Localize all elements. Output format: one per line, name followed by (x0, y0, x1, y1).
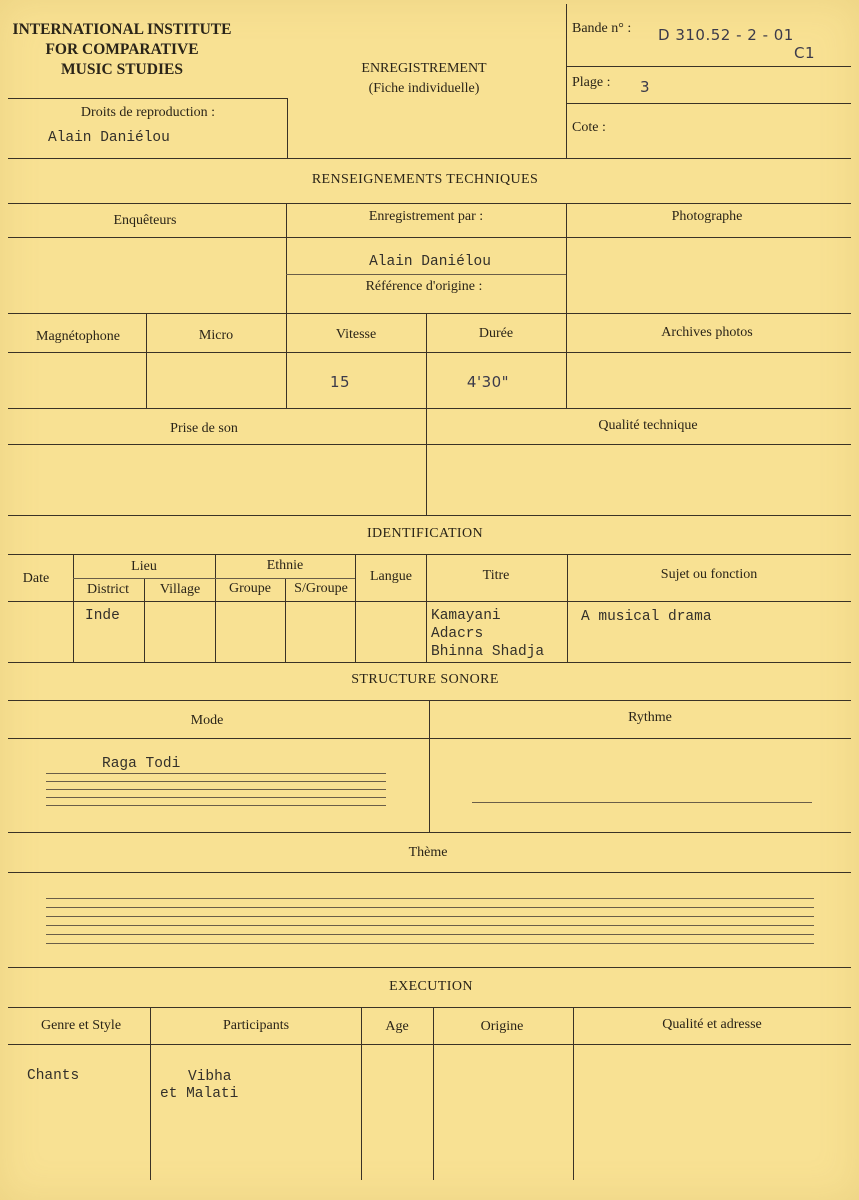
execution-section-title: EXECUTION (389, 979, 473, 994)
place-label: Lieu (131, 559, 157, 574)
rights-top-rule (8, 98, 287, 99)
rights-value: Alain Daniélou (48, 130, 170, 146)
title-value-line1: Kamayani (431, 608, 501, 624)
equip-col-rule-1 (146, 313, 147, 408)
technical-header-rule (8, 237, 851, 238)
participants-value-line2: et Malati (160, 1086, 239, 1102)
rhythm-line (472, 802, 812, 803)
id-col-rule-3 (215, 554, 216, 662)
mode-line-2 (46, 781, 386, 782)
theme-bottom-rule (8, 967, 851, 968)
language-label: Langue (370, 569, 412, 584)
mode-line-3 (46, 789, 386, 790)
rights-label: Droits de reproduction : (80, 105, 216, 120)
duration-label: Durée (478, 326, 514, 341)
origin-label: Origine (480, 1019, 524, 1034)
age-label: Age (385, 1019, 409, 1034)
tape-label: Bande n° : (572, 21, 632, 36)
structure-col-rule (429, 700, 430, 832)
micro-label: Micro (198, 328, 234, 343)
cote-label: Cote : (572, 120, 606, 135)
id-col-rule-7 (567, 554, 568, 662)
theme-label: Thème (408, 845, 448, 860)
equipment-header-rule (8, 352, 851, 353)
track-value: 3 (640, 78, 651, 96)
id-col-rule-1 (73, 554, 74, 662)
investigators-label: Enquêteurs (113, 213, 177, 228)
tape-value: D 310.52 - 2 - 01 (658, 26, 794, 44)
institute-name-line2: FOR COMPARATIVE (45, 41, 199, 58)
technical-bottom-rule (8, 515, 851, 516)
execution-top-rule (8, 1007, 851, 1008)
exec-col-rule-2 (361, 1007, 362, 1180)
tape-value-suffix: C1 (794, 44, 816, 62)
sound-capture-label: Prise de son (170, 421, 238, 436)
date-label: Date (22, 571, 50, 586)
identification-header-rule (8, 601, 851, 602)
ethnic-label: Ethnie (266, 558, 304, 573)
genre-value: Chants (27, 1068, 80, 1084)
tape-rule (566, 66, 851, 67)
origin-ref-label: Référence d'origine : (365, 279, 483, 294)
exec-col-rule-1 (150, 1007, 151, 1180)
tape-box-left-rule (566, 4, 567, 158)
technical-top-rule (8, 203, 851, 204)
sound-header-rule (8, 444, 851, 445)
title-label: Titre (482, 568, 510, 583)
photo-archive-label: Archives photos (661, 325, 753, 340)
mode-line-1 (46, 773, 386, 774)
institute-name-line3: MUSIC STUDIES (61, 61, 183, 78)
exec-col-rule-3 (433, 1007, 434, 1180)
genre-label: Genre et Style (40, 1018, 122, 1033)
theme-line-5 (46, 934, 814, 935)
identification-top-rule (8, 554, 851, 555)
mode-line-4 (46, 797, 386, 798)
theme-line-1 (46, 898, 814, 899)
track-rule (566, 103, 851, 104)
theme-line-6 (46, 943, 814, 944)
participants-label: Participants (222, 1018, 290, 1033)
equip-col-rule-2 (286, 313, 287, 408)
participants-value-line1: Vibha (188, 1069, 232, 1085)
photographer-label: Photographe (671, 209, 743, 224)
id-col-rule-5 (355, 554, 356, 662)
title-value-line3: Bhinna Shadja (431, 644, 545, 660)
rhythm-label: Rythme (628, 710, 672, 725)
sound-top-rule (8, 408, 851, 409)
header-bottom-rule (8, 158, 851, 159)
id-col-rule-6 (426, 554, 427, 662)
duration-value: 4'30" (466, 373, 510, 391)
structure-section-title: STRUCTURE SONORE (351, 672, 499, 687)
form-subtitle: (Fiche individuelle) (368, 81, 480, 96)
theme-header-rule (8, 872, 851, 873)
mode-label: Mode (190, 713, 224, 728)
theme-line-3 (46, 916, 814, 917)
equip-col-rule-3 (426, 313, 427, 408)
id-col-rule-4 (285, 578, 286, 662)
exec-col-rule-4 (573, 1007, 574, 1180)
village-label: Village (159, 582, 201, 597)
mode-line-5 (46, 805, 386, 806)
id-col-rule-2 (144, 578, 145, 662)
structure-bottom-rule (8, 832, 851, 833)
title-value-line2: Adacrs (431, 626, 484, 642)
group-label: Groupe (229, 581, 271, 596)
execution-header-rule (8, 1044, 851, 1045)
recorded-by-label: Enregistrement par : (368, 209, 484, 224)
structure-header-rule (8, 738, 851, 739)
district-label: District (87, 582, 129, 597)
tech-col-rule-1 (286, 203, 287, 313)
id-subheader-rule (73, 578, 355, 579)
institute-name-line1: INTERNATIONAL INSTITUTE (12, 21, 232, 38)
speed-label: Vitesse (335, 327, 377, 342)
subject-value: A musical drama (581, 609, 712, 625)
tech-quality-label: Qualité technique (598, 418, 698, 433)
subject-label: Sujet ou fonction (660, 567, 758, 582)
rights-right-rule (287, 98, 288, 158)
track-label: Plage : (572, 75, 611, 90)
identification-bottom-rule (8, 662, 851, 663)
mode-value: Raga Todi (102, 756, 181, 772)
subgroup-label: S/Groupe (294, 581, 348, 596)
speed-value: 15 (329, 373, 351, 391)
identification-section-title: IDENTIFICATION (366, 526, 484, 541)
equipment-top-rule (8, 313, 851, 314)
recorder-label: Magnétophone (36, 329, 120, 344)
form-title: ENREGISTREMENT (361, 61, 487, 76)
recorded-by-value: Alain Daniélou (369, 254, 491, 270)
equip-col-rule-4 (566, 313, 567, 408)
quality-address-label: Qualité et adresse (662, 1017, 762, 1032)
origin-ref-rule (286, 274, 566, 275)
technical-section-title: RENSEIGNEMENTS TECHNIQUES (311, 172, 539, 187)
theme-line-4 (46, 925, 814, 926)
sound-col-rule (426, 408, 427, 515)
theme-line-2 (46, 907, 814, 908)
district-value: Inde (85, 608, 120, 624)
tech-col-rule-2 (566, 203, 567, 313)
